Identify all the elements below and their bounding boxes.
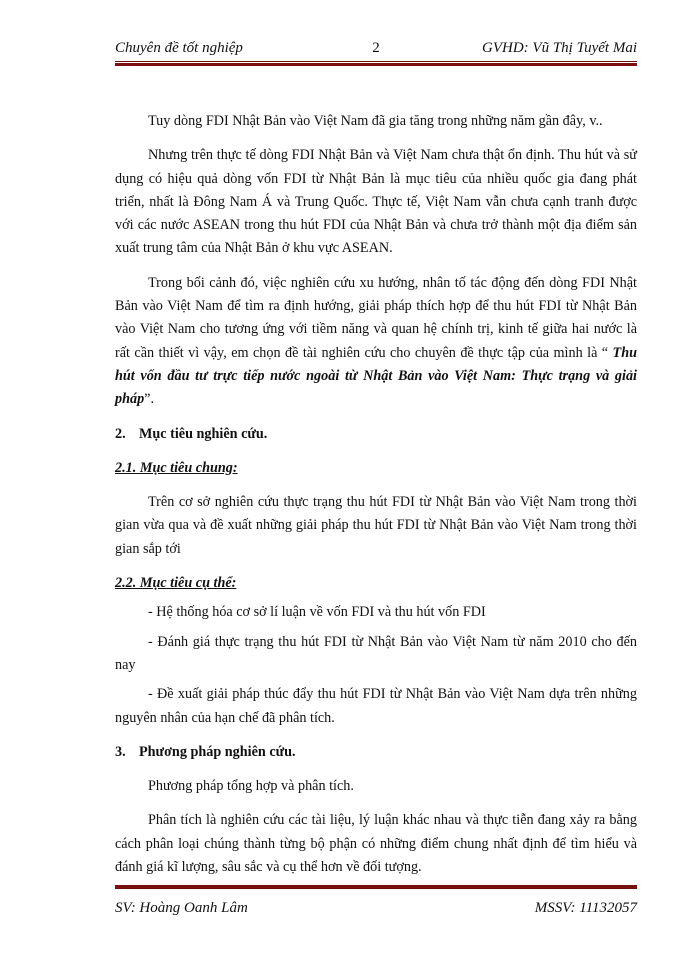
page-header: [115, 36, 637, 60]
footer-student: SV: Hoàng Oanh Lâm: [115, 900, 248, 916]
page-number: 2: [372, 40, 380, 56]
topic-tail-text: ”.: [144, 391, 155, 408]
list-item: - Đánh giá thực trạng thu hút FDI từ Nhật Bản vào Việt Nam từ năm 2010 cho đến nay: [115, 633, 637, 673]
paragraph-topic-choice: [115, 272, 637, 412]
paragraph-fdi-instability: Nhưng trên thực tế dòng FDI Nhật Bản và Việt Nam chưa thật ổn định. Thu hút và sử dụng có hiệu quả dòng vốn FDI từ Nhật Bản là mục tiêu của nhiều quốc gia đang phát triển, nhất là Đông Nam Á và Trung Quốc. Thực tế, Việt Nam vẫn chưa cạnh tranh được với các nước ASEAN trong thu hút FDI của Nhật Bản và chưa trở thành một địa điểm sản xuất trung tâm của Nhật Bản ở khu vực ASEAN.: [115, 147, 637, 257]
section-number: 2.: [115, 425, 126, 442]
list-item: - Hệ thống hóa cơ sở lí luận về vốn FDI và thu hút vốn FDI: [148, 604, 486, 621]
footer-rule: [115, 884, 637, 889]
topic-lead-text: Trong bối cảnh đó, việc nghiên cứu xu hướng, nhân tố tác động đến dòng FDI Nhật Bản vào Việt Nam để tìm ra định hướng, giải pháp thích hợp để thu hút FDI từ Nhật Bản vào Việt Nam cho tương ứng với tiềm năng và quan hệ chính trị, kinh tế giữa hai nước là rất cần thiết vì vậy, em chọn đề tài nghiên cứu cho chuyên đề thực tập của mình là “: [115, 274, 637, 361]
footer-student-id: MSSV: 11132057: [534, 900, 637, 916]
document-body: [115, 110, 637, 879]
header-title: Chuyên đề tốt nghiệp: [115, 40, 243, 56]
section-title: Mục tiêu nghiên cứu.: [139, 425, 268, 442]
section-title: Phương pháp nghiên cứu.: [139, 743, 296, 760]
paragraph-general-objective: Trên cơ sở nghiên cứu thực trạng thu hút FDI từ Nhật Bản vào Việt Nam trong thời gian vừa qua và đề xuất những giải pháp thu hút FDI từ Nhật Bản vào Việt Nam trong thời gian sắp tới: [115, 494, 637, 557]
paragraph-fdi-growth: Tuy dòng FDI Nhật Bản vào Việt Nam đã gia tăng trong những năm gần đây, v..: [148, 113, 603, 129]
section-number: 3.: [115, 743, 126, 760]
section-heading-methods: [115, 741, 637, 764]
paragraph-analysis: Phân tích là nghiên cứu các tài liệu, lý luận khác nhau và thực tiễn đang xảy ra bằng cách phân loại chúng thành từng bộ phận có những điểm chung nhất định để tìm hiểu và đánh giá kĩ lượng, sâu sắc và cụ thể hơn về đối tượng.: [115, 812, 637, 876]
header-rule: [115, 61, 637, 66]
page-footer: [115, 898, 637, 920]
header-advisor: GVHD: Vũ Thị Tuyết Mai: [482, 40, 637, 56]
section-heading-objectives: [115, 423, 637, 446]
subsection-heading-specific: 2.2. Mục tiêu cụ thể:: [115, 575, 237, 592]
paragraph-method-name: Phương pháp tổng hợp và phân tích.: [148, 778, 354, 795]
list-item: - Đề xuất giải pháp thúc đẩy thu hút FDI từ Nhật Bản vào Việt Nam dựa trên những nguyên nhân của hạn chế đã phân tích.: [115, 686, 637, 726]
subsection-heading-general: 2.1. Mục tiêu chung:: [115, 459, 238, 476]
topic-title: Thu hút vốn đầu tư trực tiếp nước ngoài từ Nhật Bản vào Việt Nam: Thực trạng và giải pháp: [115, 344, 637, 408]
